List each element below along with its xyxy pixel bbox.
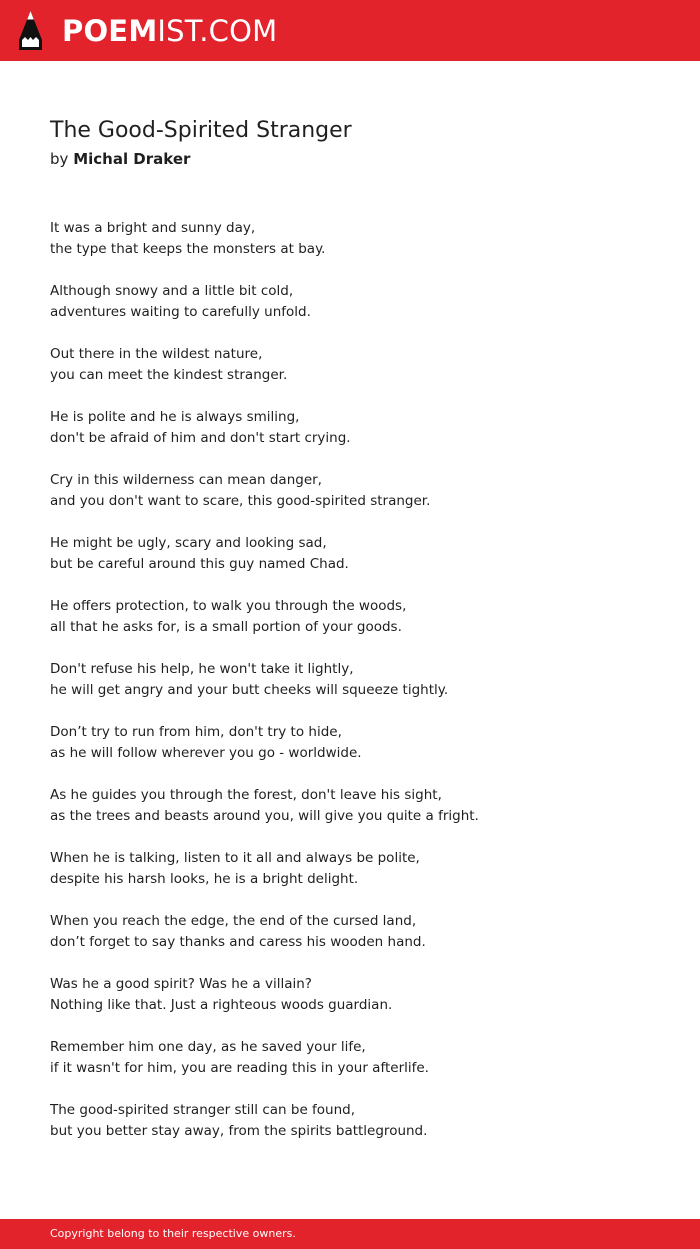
poem-line: It was a bright and sunny day, (50, 220, 256, 236)
poem-line: but be careful around this guy named Chad. (50, 556, 349, 572)
poem-stanza (50, 533, 670, 575)
poem-line: Remember him one day, as he saved your life, (50, 1039, 366, 1055)
poem-line: When he is talking, listen to it all and always be polite, (50, 850, 420, 866)
poem-line: all that he asks for, is a small portion of your goods. (50, 619, 402, 635)
logo-bold-text: POEM (62, 14, 158, 48)
poem-heading (50, 116, 670, 171)
poem-line: he will get angry and your butt cheeks will squeeze tightly. (50, 682, 449, 698)
poem-line: but you better stay away, from the spirits battleground. (50, 1123, 428, 1139)
poem-line: The good-spirited stranger still can be found, (50, 1102, 356, 1118)
logo-thin-text: IST.COM (157, 14, 278, 48)
poem-line: When you reach the edge, the end of the cursed land, (50, 913, 417, 929)
poem-stanza (50, 596, 670, 638)
poem-line: and you don't want to scare, this good-spirited stranger. (50, 493, 431, 509)
poem-line: As he guides you through the forest, don't leave his sight, (50, 787, 442, 803)
poem-line: don’t forget to say thanks and caress his wooden hand. (50, 934, 426, 950)
poem-stanza (50, 344, 670, 386)
poem-line: you can meet the kindest stranger. (50, 367, 288, 383)
site-footer (0, 1219, 700, 1249)
poem-line: despite his harsh looks, he is a bright delight. (50, 871, 359, 887)
poem-line: as he will follow wherever you go - worldwide. (50, 745, 362, 761)
poem-stanza (50, 407, 670, 449)
poem-line: Out there in the wildest nature, (50, 346, 263, 362)
poem-line: Don't refuse his help, he won't take it lightly, (50, 661, 354, 677)
poem-stanza (50, 785, 670, 827)
poem-line: the type that keeps the monsters at bay. (50, 241, 326, 257)
pencil-logo-icon[interactable] (18, 10, 43, 51)
poem-stanza (50, 974, 670, 1016)
poem-stanza (50, 659, 670, 701)
poem-line: Although snowy and a little bit cold, (50, 283, 294, 299)
by-label: by (50, 150, 69, 168)
poem-stanza (50, 911, 670, 953)
poem-body (50, 218, 670, 1163)
poem-line: if it wasn't for him, you are reading this in your afterlife. (50, 1060, 429, 1076)
copyright-text: Copyright belong to their respective owners. (50, 1227, 296, 1240)
site-header (0, 0, 700, 61)
poem-line: Nothing like that. Just a righteous woods guardian. (50, 997, 393, 1013)
poem-stanza (50, 722, 670, 764)
poem-line: as the trees and beasts around you, will give you quite a fright. (50, 808, 479, 824)
poem-stanza (50, 281, 670, 323)
poem-line: He offers protection, to walk you through the woods, (50, 598, 407, 614)
poem-stanza (50, 1037, 670, 1079)
poem-author: Michal Draker (73, 150, 191, 168)
poem-line: Don’t try to run from him, don't try to hide, (50, 724, 342, 740)
poem-stanza (50, 1100, 670, 1142)
poem-stanza (50, 848, 670, 890)
poem-line: Was he a good spirit? Was he a villain? (50, 976, 312, 992)
poem-stanza (50, 218, 670, 260)
poem-line: don't be afraid of him and don't start crying. (50, 430, 351, 446)
site-logo[interactable] (62, 13, 277, 49)
poem-line: He might be ugly, scary and looking sad, (50, 535, 327, 551)
poem-title: The Good-Spirited Stranger (50, 118, 352, 143)
poem-line: adventures waiting to carefully unfold. (50, 304, 311, 320)
poem-stanza (50, 470, 670, 512)
poem-line: He is polite and he is always smiling, (50, 409, 300, 425)
poem-line: Cry in this wilderness can mean danger, (50, 472, 322, 488)
poem-byline (50, 147, 670, 171)
